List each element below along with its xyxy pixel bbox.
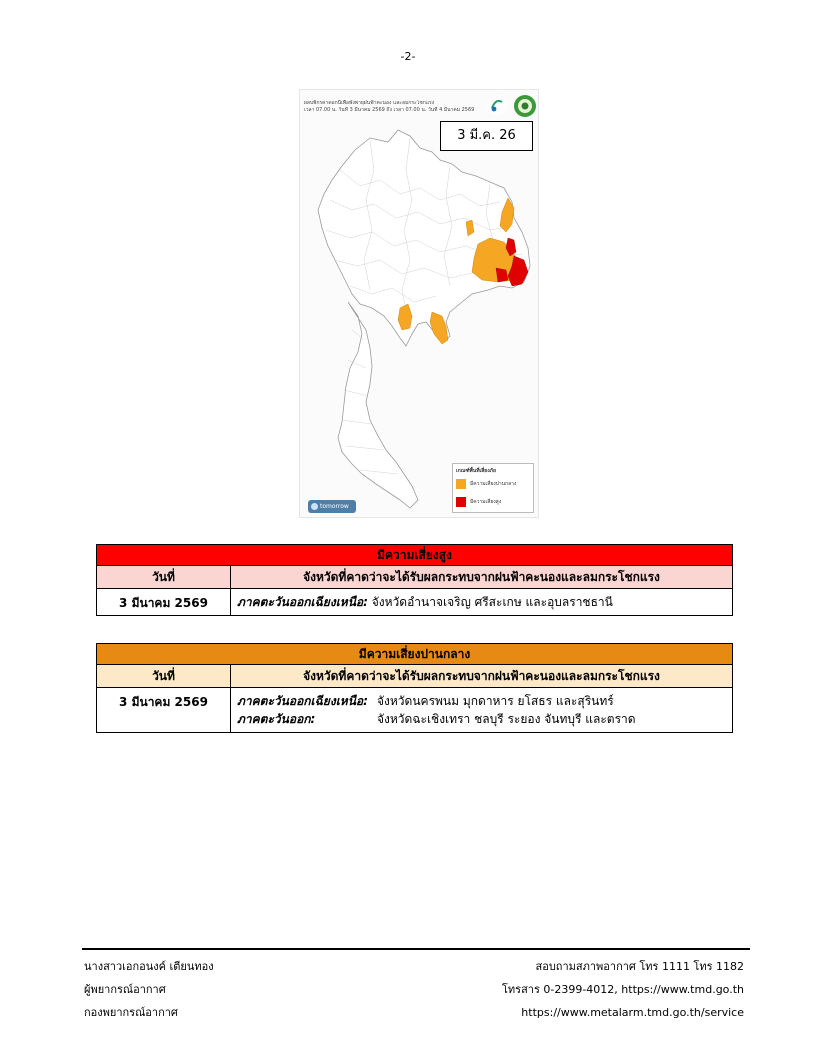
footer-signature [84,955,214,1024]
high-risk-table [96,544,733,616]
medium-risk-table [96,643,733,733]
legend-swatch-high [456,497,466,507]
tmd-logo-icon [486,94,508,116]
contact-fax-website: โทรสาร 0-2399-4012, https://www.tmd.go.th [502,983,744,996]
legend-item-high [456,496,501,508]
table-row [97,688,733,733]
medium-risk-col-area: จังหวัดที่คาดว่าจะได้รับผลกระทบจากฝนฟ้าคะนองและลมกระโชกแรง [231,665,733,688]
high-risk-date: 3 มีนาคม 2569 [97,589,231,616]
legend-swatch-medium [456,479,466,489]
tomorrow-badge [308,500,356,513]
map-header [304,100,484,114]
high-risk-provinces-1: จังหวัดอำนาจเจริญ ศรีสะเกษ และอุบลราชธานี [371,595,613,609]
forecaster-name: นางสาวเอกอนงค์ เตียนทอง [84,960,214,973]
tomorrow-badge-label: tomorrow [320,503,349,510]
agency-seal-icon [513,94,537,118]
medium-risk-title: มีความเสี่ยงปานกลาง [97,644,733,665]
forecaster-title: ผู้พยากรณ์อากาศ [84,983,166,996]
medium-risk-row-2 [237,710,726,728]
medium-risk-provinces-2: จังหวัดฉะเชิงเทรา ชลบุรี ระยอง จันทบุรี และตราด [377,712,636,726]
map-legend [452,463,534,513]
thailand-map-graphic [300,90,539,518]
high-risk-col-area: จังหวัดที่คาดว่าจะได้รับผลกระทบจากฝนฟ้าคะนองและลมกระโชกแรง [231,566,733,589]
medium-risk-region-2: ภาคตะวันออก: [237,712,316,726]
legend-title: เกณฑ์พื้นที่เสี่ยงภัย [456,468,496,474]
risk-map [299,89,539,518]
medium-risk-date: 3 มีนาคม 2569 [97,688,231,733]
high-risk-detail [231,589,733,616]
medium-risk-region-1: ภาคตะวันออกเฉียงเหนือ: [237,694,368,708]
table-row [97,589,733,616]
map-date-label: 3 มี.ค. 26 [440,121,533,151]
tomorrow-logo-icon [311,503,318,510]
high-risk-row-1 [237,593,726,611]
high-risk-region-1: ภาคตะวันออกเฉียงเหนือ: [237,595,368,609]
legend-label-medium: มีความเสี่ยงปานกลาง [470,481,517,487]
contact-phone: สอบถามสภาพอากาศ โทร 1111 โทร 1182 [535,960,744,973]
legend-label-high: มีความเสี่ยงสูง [470,499,502,505]
footer-contact [502,955,744,1024]
medium-risk-col-date: วันที่ [97,665,231,688]
high-risk-col-date: วันที่ [97,566,231,589]
high-risk-title: มีความเสี่ยงสูง [97,545,733,566]
medium-risk-detail [231,688,733,733]
footer-divider [82,948,750,950]
legend-item-medium [456,478,516,490]
contact-service-link[interactable]: https://www.metalarm.tmd.go.th/service [521,1006,744,1019]
forecast-division: กองพยากรณ์อากาศ [84,1006,178,1019]
map-header-line-1: ผลบพิกรคาดอกนี้เพื่อพังพายุฝนฟ้าคะนอง และลมกระโชกแรง [304,100,435,106]
medium-risk-row-1 [237,692,726,710]
map-header-line-2: เวลา 07.00 น. วันที่ 3 มีนาคม 2569 ถึง เวลา 07.00 น. วันที่ 4 มีนาคม 2569 [304,107,475,113]
page-number: -2- [400,50,416,63]
medium-risk-provinces-1: จังหวัดนครพนม มุกดาหาร ยโสธร และสุรินทร์ [377,694,614,708]
